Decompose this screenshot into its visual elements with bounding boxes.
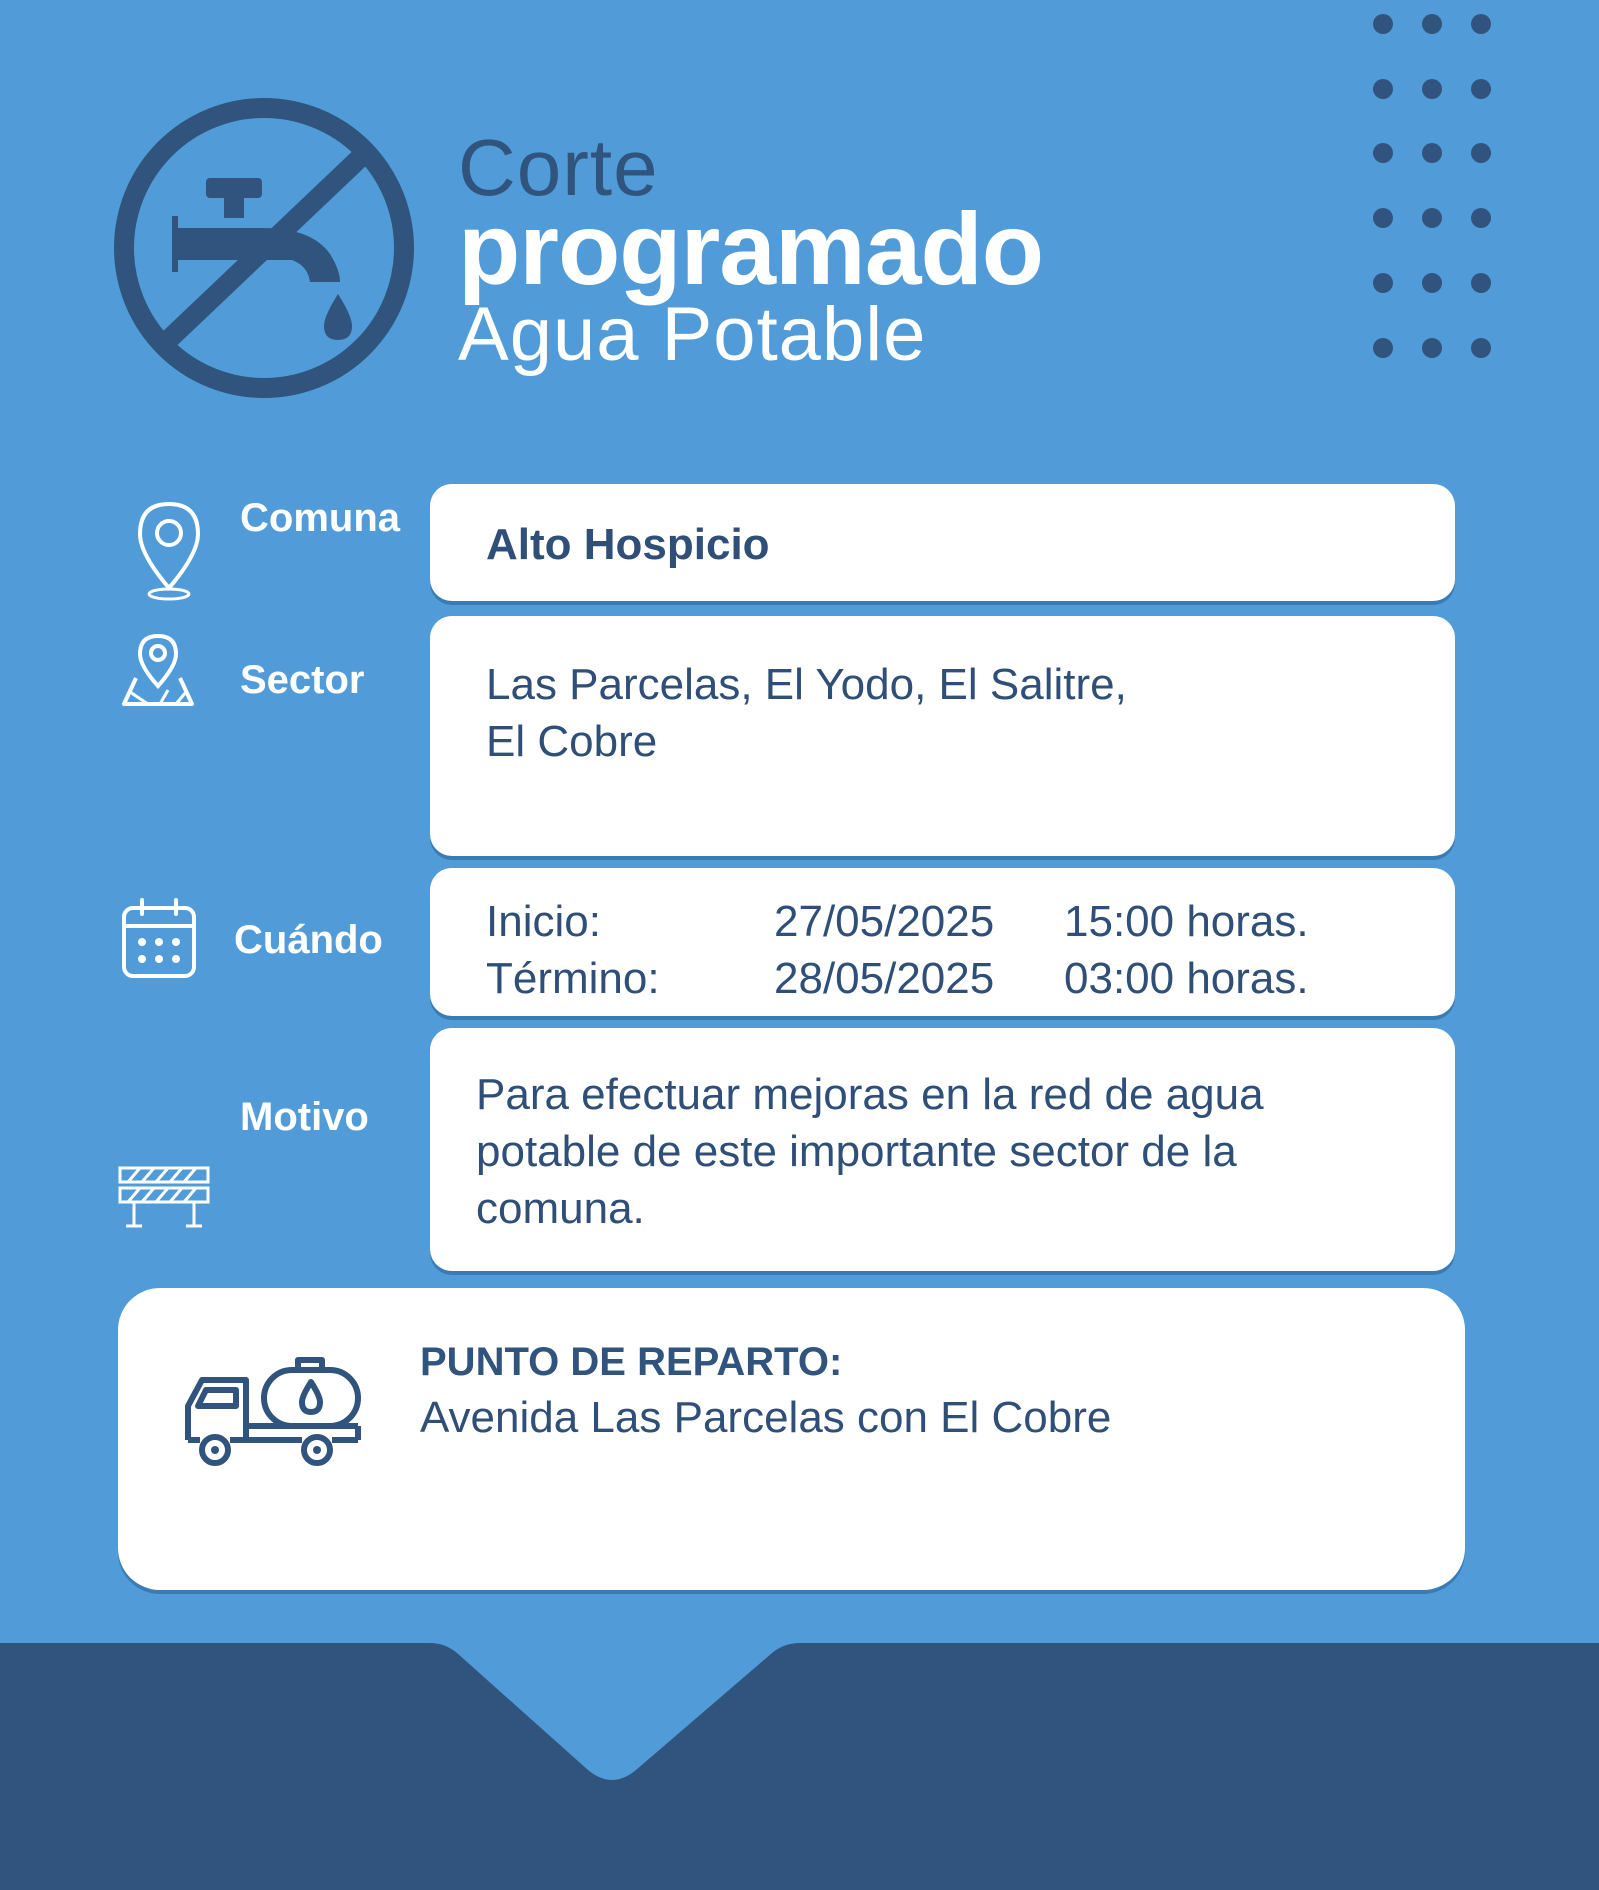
water-truck-icon xyxy=(184,1356,364,1468)
cuando-label: Cuándo xyxy=(234,918,383,962)
map-pin-icon xyxy=(120,632,196,708)
cuando-card xyxy=(430,868,1455,1016)
motivo-line-1: Para efectuar mejoras en la red de agua xyxy=(476,1070,1264,1119)
title-block xyxy=(458,123,1044,380)
motivo-line-3: comuna. xyxy=(476,1184,645,1233)
termino-row xyxy=(486,950,1455,1007)
location-pin-icon xyxy=(134,500,204,602)
sector-value-line-2: El Cobre xyxy=(486,717,658,766)
termino-time: 03:00 horas. xyxy=(1064,954,1309,1003)
title-line-1: Corte xyxy=(458,123,659,212)
termino-date: 28/05/2025 xyxy=(774,954,995,1003)
inicio-row xyxy=(486,893,1455,950)
barrier-icon xyxy=(118,1166,210,1230)
motivo-card xyxy=(430,1028,1455,1271)
comuna-value: Alto Hospicio xyxy=(486,520,770,569)
sector-label: Sector xyxy=(240,658,365,702)
delivery-title: PUNTO DE REPARTO: xyxy=(420,1340,843,1384)
title-line-2: programado xyxy=(458,192,1044,306)
comuna-label: Comuna xyxy=(240,496,400,540)
inicio-label: Inicio: xyxy=(486,897,601,946)
calendar-icon xyxy=(120,898,198,980)
inicio-date: 27/05/2025 xyxy=(774,897,995,946)
comuna-card xyxy=(430,484,1455,601)
dots-decoration xyxy=(1360,12,1510,362)
delivery-card xyxy=(118,1288,1465,1590)
sector-value-line-1: Las Parcelas, El Yodo, El Salitre, xyxy=(486,660,1127,709)
motivo-line-2: potable de este importante sector de la xyxy=(476,1127,1237,1176)
inicio-time: 15:00 horas. xyxy=(1064,897,1309,946)
motivo-label: Motivo xyxy=(240,1095,369,1139)
delivery-value: Avenida Las Parcelas con El Cobre xyxy=(420,1393,1112,1442)
delivery-text xyxy=(420,1340,1111,1443)
sector-card xyxy=(430,616,1455,856)
title-line-3: Agua Potable xyxy=(458,292,927,377)
termino-label: Término: xyxy=(486,954,660,1003)
no-water-tap-icon xyxy=(112,96,416,400)
